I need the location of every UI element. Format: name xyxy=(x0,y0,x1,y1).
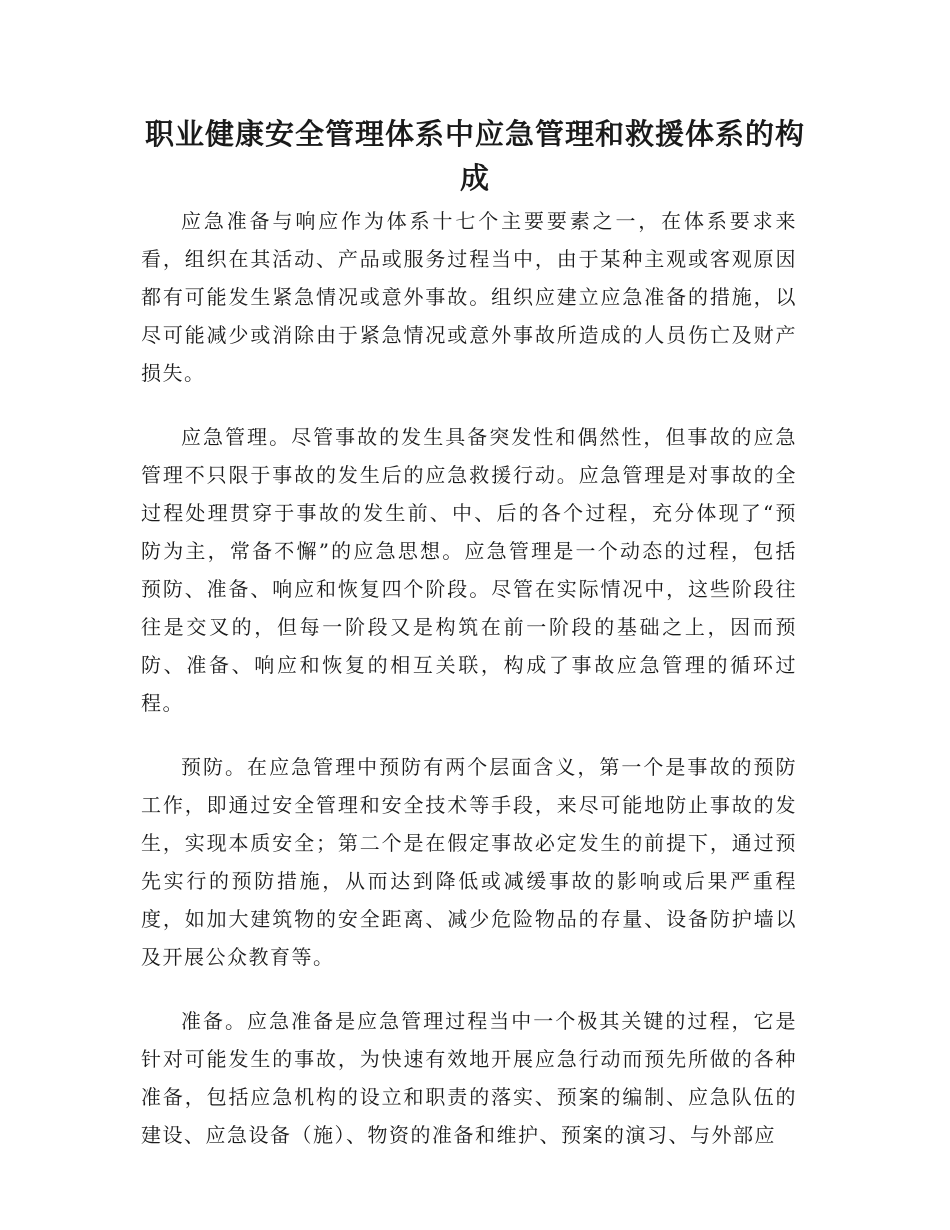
paragraph-preparation: 准备。应急准备是应急管理过程当中一个极其关键的过程，它是针对可能发生的事故，为快速有效地开展应急行动而预先所做的各种准备，包括应急机构的设立和职责的落实、预案的编制、应急队伍的建设、应急设备（施）、物资的准备和维护、预案的演习、与外部应 xyxy=(141,1009,797,1147)
document-title: 职业健康安全管理体系中应急管理和救援体系的构成 xyxy=(144,117,805,195)
paragraph-prevention: 预防。在应急管理中预防有两个层面含义，第一个是事故的预防工作，即通过安全管理和安全技术等手段，来尽可能地防止事故的发生，实现本质安全；第二个是在假定事故必定发生的前提下，通过预先实行的预防措施，从而达到降低或减缓事故的影响或后果严重程度，如加大建筑物的安全距离、减少危险物品的存量、设备防护墙以及开展公众教育等。 xyxy=(141,755,797,969)
paragraph-emergency-preparedness: 应急准备与响应作为体系十七个主要要素之一，在体系要求来看，组织在其活动、产品或服务过程当中，由于某种主观或客观原因都有可能发生紧急情况或意外事故。组织应建立应急准备的措施，以尽可能减少或消除由于紧急情况或意外事故所造成的人员伤亡及财产损失。 xyxy=(141,209,797,385)
document-body xyxy=(141,202,797,1180)
paragraph-emergency-management: 应急管理。尽管事故的发生具备突发性和偶然性，但事故的应急管理不只限于事故的发生后的应急救援行动。应急管理是对事故的全过程处理贯穿于事故的发生前、中、后的各个过程，充分体现了“预防为主，常备不懈”的应急思想。应急管理是一个动态的过程，包括预防、准备、响应和恢复四个阶段。尽管在实际情况中，这些阶段往往是交叉的，但每一阶段又是构筑在前一阶段的基础之上，因而预防、准备、响应和恢复的相互关联，构成了事故应急管理的循环过程。 xyxy=(141,425,797,715)
